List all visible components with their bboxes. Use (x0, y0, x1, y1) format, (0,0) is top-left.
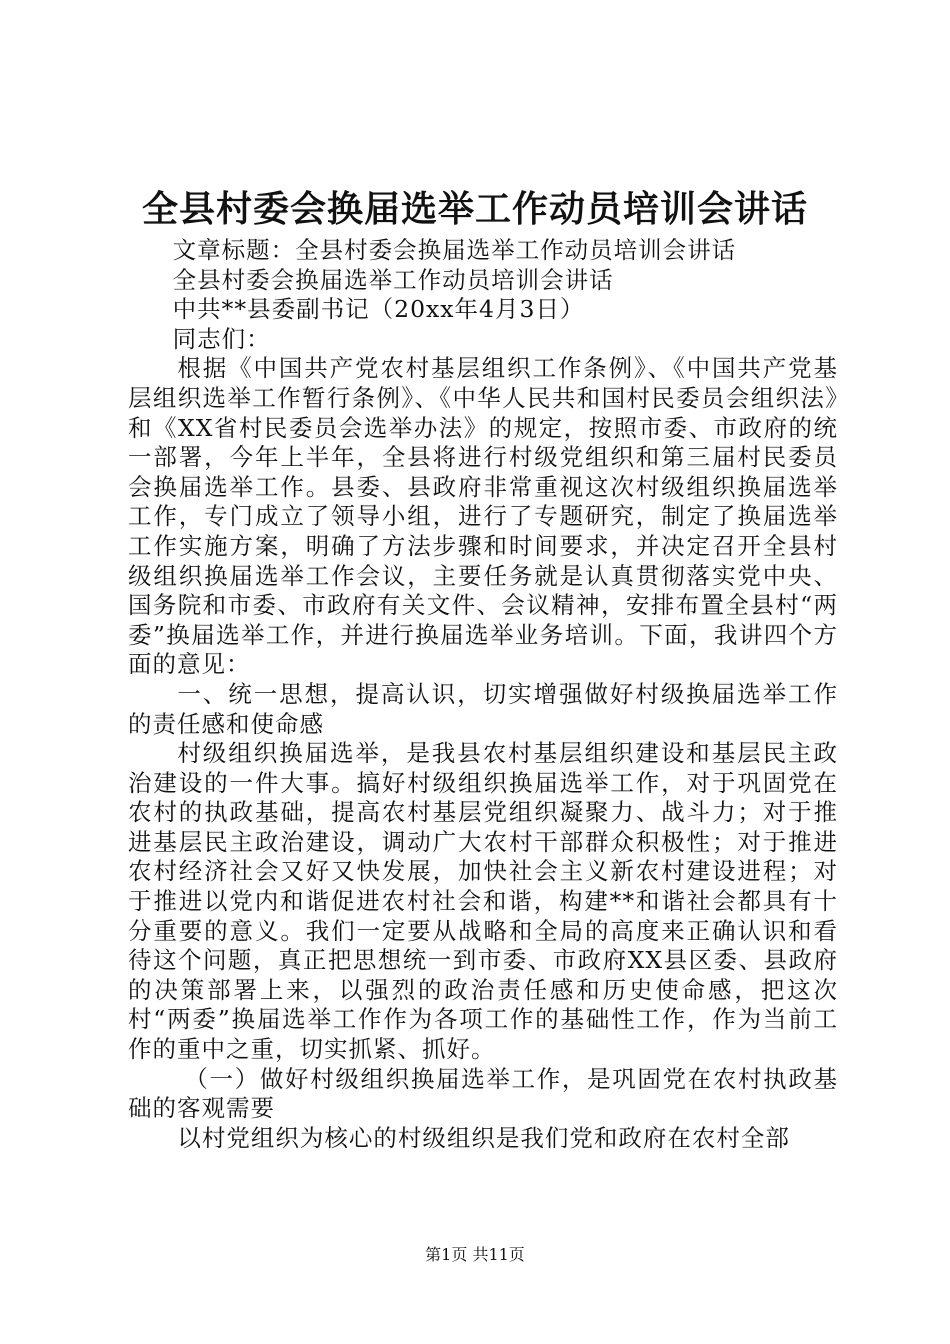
speech-title-line: 全县村委会换届选举工作动员培训会讲话 (172, 265, 614, 294)
document-title: 全县村委会换届选举工作动员培训会讲话 (141, 188, 808, 230)
subsection-heading: （一）做好村级组织换届选举工作，是巩固党在农村执政基础的客观需要 (128, 1064, 838, 1123)
body-paragraph: 村级组织换届选举，是我县农村基层组织建设和基层民主政治建设的一件大事。搞好村级组织换届选举工作，对于巩固党在农村的执政基础，提高农村基层党组织凝聚力、战斗力；对于推进基层民主政治建设，调动广大农村干部群众积极性；对于推进农村经济社会又好又快发展，加快社会主义新农村建设进程；对于推进以党内和谐促进农村社会和谐，构建**和谐社会都具有十分重要的意义。我们一定要从战略和全局的高度来正确认识和看待这个问题，真正把思想统一到市委、市政府XX县区委、县政府的决策部署上来，以强烈的政治责任感和历史使命感，把这次村“两委”换届选举工作作为各项工作的基础性工作，作为当前工作的重中之重，切实抓紧、抓好。 (128, 739, 838, 1064)
body-paragraph: 根据《中国共产党农村基层组织工作条例》、《中国共产党基层组织选举工作暂行条例》、《中华人民共和国村民委员会组织法》和《XX省村民委员会选举办法》的规定，按照市委、市政府的统一部署，今年上半年，全县将进行村级党组织和第三届村民委员会换届选举工作。县委、县政府非常重视这次村级组织换届选举工作，专门成立了领导小组，进行了专题研究，制定了换届选举工作实施方案，明确了方法步骤和时间要求，并决定召开全县村级组织换届选举工作会议，主要任务就是认真贯彻落实党中央、国务院和市委、市政府有关文件、会议精神，安排布置全县村“两委”换届选举工作，并进行换届选举业务培训。下面，我讲四个方面的意见： (128, 354, 838, 679)
page-footer: 第1页 共11页 (425, 1245, 525, 1264)
article-title-line: 文章标题：全县村委会换届选举工作动员培训会讲话 (172, 236, 737, 264)
speaker-line: 中共**县委副书记（20xx年4月3日） (172, 295, 585, 324)
salutation-line: 同志们： (172, 324, 271, 353)
document-body (128, 236, 838, 1153)
section-heading: 一、统一思想，提高认识，切实增强做好村级换届选举工作的责任感和使命感 (128, 679, 838, 738)
body-paragraph: 以村党组织为核心的村级组织是我们党和政府在农村全部 (177, 1123, 790, 1152)
